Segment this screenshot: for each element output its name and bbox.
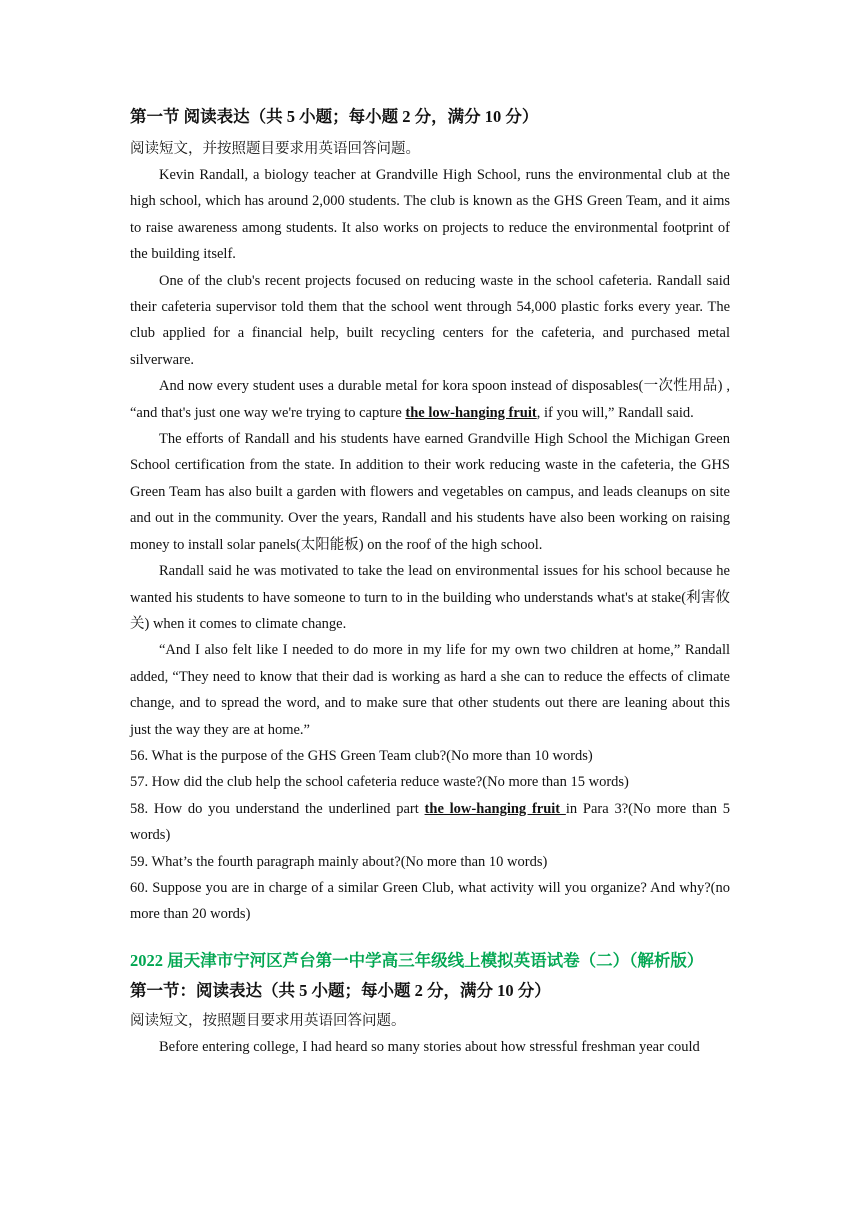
section-heading: 第一节 阅读表达（共 5 小题；每小题 2 分，满分 10 分） <box>130 107 539 126</box>
section-heading-2: 第一节：阅读表达（共 5 小题；每小题 2 分，满分 10 分） <box>130 980 551 1000</box>
underlined-phrase: the low-hanging fruit <box>405 404 537 421</box>
passage-paragraph-4: The efforts of Randall and his students have earned Grandville High School the Michigan Green School certification from the state. In addition to their work reducing waste in the cafeteria, the GHS Green Team has also built a garden with flowers and vegetables on campus, and leads cleanups on site and out in the community. Over the years, Randall and his students have also been working on raising money to install solar panels(太阳能板) on the roof of the high school. <box>130 431 730 553</box>
question-56: 56. What is the purpose of the GHS Green Team club?(No more than 10 words) <box>130 747 593 764</box>
paragraph-3-text-start: And now every student uses a durable metal for kora spoon instead of disposables(一次性用品) , “and that's just one way we're trying to capture <box>130 378 730 421</box>
passage-paragraph-6: “And I also felt like I needed to do more in my life for my own two children at home,” Randall added, “They need to know that their dad is working as hard a she can to reduce the effects of climate change, and to spread the word, and to make sure that other students out there are leaning about this just the way they are at home.” <box>130 642 730 738</box>
passage-first-line: Before entering college, I had heard so many stories about how stressful freshman year could <box>159 1038 700 1055</box>
section-instruction: 阅读短文，并按照题目要求用英语回答问题。 <box>130 141 420 157</box>
document-page <box>130 104 730 1060</box>
question-60: 60. Suppose you are in charge of a similar Green Club, what activity will you organize? And why?(no more than 20 words) <box>130 879 730 923</box>
question-58-underlined-phrase: the low-hanging fruit <box>424 800 566 817</box>
question-58-text-start: 58. How do you understand the underlined part <box>130 800 425 817</box>
question-57: 57. How did the club help the school cafeteria reduce waste?(No more than 15 words) <box>130 774 629 791</box>
question-58-text-end: in Para 3?(No more than 5 words) <box>130 800 730 844</box>
passage-paragraph-1: Kevin Randall, a biology teacher at Grandville High School, runs the environmental club at the high school, which has around 2,000 students. The club is known as the GHS Green Team, and it aims to raise awareness among students. It also works on projects to reduce the environmental footprint of the building itself. <box>130 167 730 263</box>
question-58 <box>130 796 730 849</box>
passage-paragraph-3 <box>130 373 730 426</box>
exam-title: 2022 届天津市宁河区芦台第一中学高三年级线上模拟英语试卷（二）（解析版） <box>130 950 704 970</box>
section-instruction-2: 阅读短文，按照题目要求用英语回答问题。 <box>130 1012 406 1029</box>
question-59: 59. What’s the fourth paragraph mainly about?(No more than 10 words) <box>130 853 548 870</box>
paragraph-3-text-end: , if you will,” Randall said. <box>536 404 694 421</box>
passage-paragraph-2: One of the club's recent projects focused on reducing waste in the school cafeteria. Randall said their cafeteria supervisor told them that the school went through 54,000 plastic forks every year. The club applied for a financial help, built recycling centers for the cafeteria, and purchased metal silverware. <box>130 272 730 368</box>
passage-paragraph-5: Randall said he was motivated to take the lead on environmental issues for his school because he wanted his students to have someone to turn to in the building who understands what's at stake(利害攸关) when it comes to climate change. <box>130 563 730 632</box>
